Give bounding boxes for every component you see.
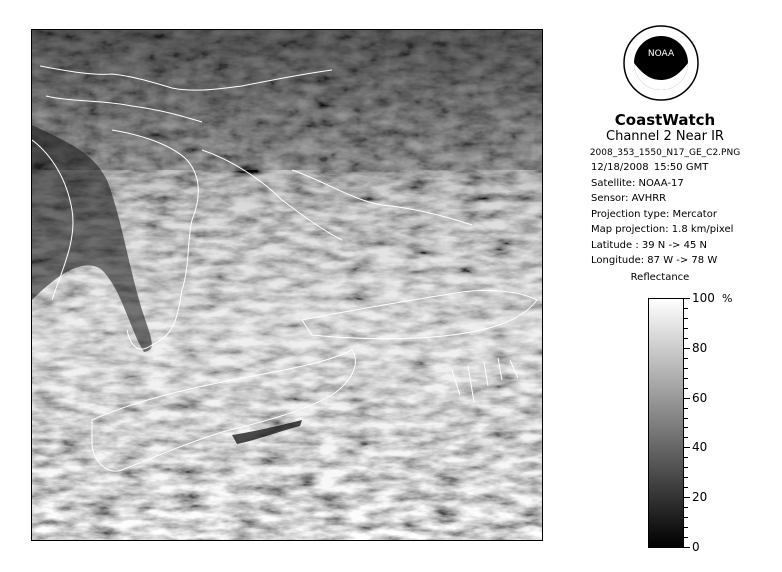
brand-title: CoastWatch: [614, 111, 716, 129]
latitude-label: Latitude : 39 N -> 45 N: [591, 239, 707, 251]
colorbar-major-tick: [684, 298, 690, 299]
colorbar-major-tick: [684, 398, 690, 399]
channel-label: Channel 2 Near IR: [606, 129, 724, 144]
colorbar-minor-tick: [684, 527, 688, 528]
svg-text:NOAA: NOAA: [647, 49, 675, 59]
satellite-image: [31, 29, 543, 541]
colorbar-minor-tick: [684, 507, 688, 508]
colorbar-minor-tick: [684, 437, 688, 438]
colorbar-major-tick: [684, 348, 690, 349]
colorbar-major-tick: [684, 497, 690, 498]
image-info-panel: [560, 112, 770, 269]
reflectance-colorbar: [648, 298, 684, 548]
colorbar-minor-tick: [684, 467, 688, 468]
acquisition-date: 12/18/2008: [591, 162, 649, 173]
noaa-logo: [622, 24, 700, 102]
map-projection-label: Map projection: 1.8 km/pixel: [591, 224, 734, 235]
projection-type-label: Projection type: Mercator: [591, 208, 717, 220]
colorbar-minor-tick: [684, 537, 688, 538]
acquisition-time: 15:50 GMT: [653, 162, 709, 173]
file-name: 2008_353_1550_N17_GE_C2.PNG: [589, 148, 741, 158]
colorbar-tick-label: 80: [692, 340, 708, 355]
colorbar-minor-tick: [684, 457, 688, 458]
colorbar-tick-label: 40: [692, 440, 708, 455]
colorbar-minor-tick: [684, 477, 688, 478]
colorbar-major-tick: [684, 447, 690, 448]
colorbar-tick-label: 20: [692, 490, 708, 505]
acquisition-datetime: [591, 160, 770, 176]
sensor-label: Sensor: AVHRR: [591, 193, 667, 204]
satellite-label: Satellite: NOAA-17: [591, 177, 684, 189]
longitude-label: Longitude: 87 W -> 78 W: [591, 255, 718, 266]
colorbar-major-tick: [684, 547, 690, 548]
colorbar-minor-tick: [684, 328, 688, 329]
colorbar-tick-label: 100: [692, 291, 715, 305]
colorbar-minor-tick: [684, 408, 688, 409]
colorbar-title: Reflectance: [630, 272, 690, 283]
colorbar-minor-tick: [684, 378, 688, 379]
colorbar-minor-tick: [684, 368, 688, 369]
colorbar-minor-tick: [684, 517, 688, 518]
satellite-scene: [32, 30, 543, 541]
colorbar-minor-tick: [684, 358, 688, 359]
colorbar-minor-tick: [684, 318, 688, 319]
colorbar-minor-tick: [684, 487, 688, 488]
colorbar-tick-label: 0: [692, 540, 700, 554]
colorbar-unit: %: [722, 292, 733, 305]
colorbar-minor-tick: [684, 427, 688, 428]
colorbar-minor-tick: [684, 308, 688, 309]
colorbar-minor-tick: [684, 388, 688, 389]
colorbar-minor-tick: [684, 338, 688, 339]
colorbar-minor-tick: [684, 418, 688, 419]
colorbar-tick-label: 60: [692, 390, 708, 405]
